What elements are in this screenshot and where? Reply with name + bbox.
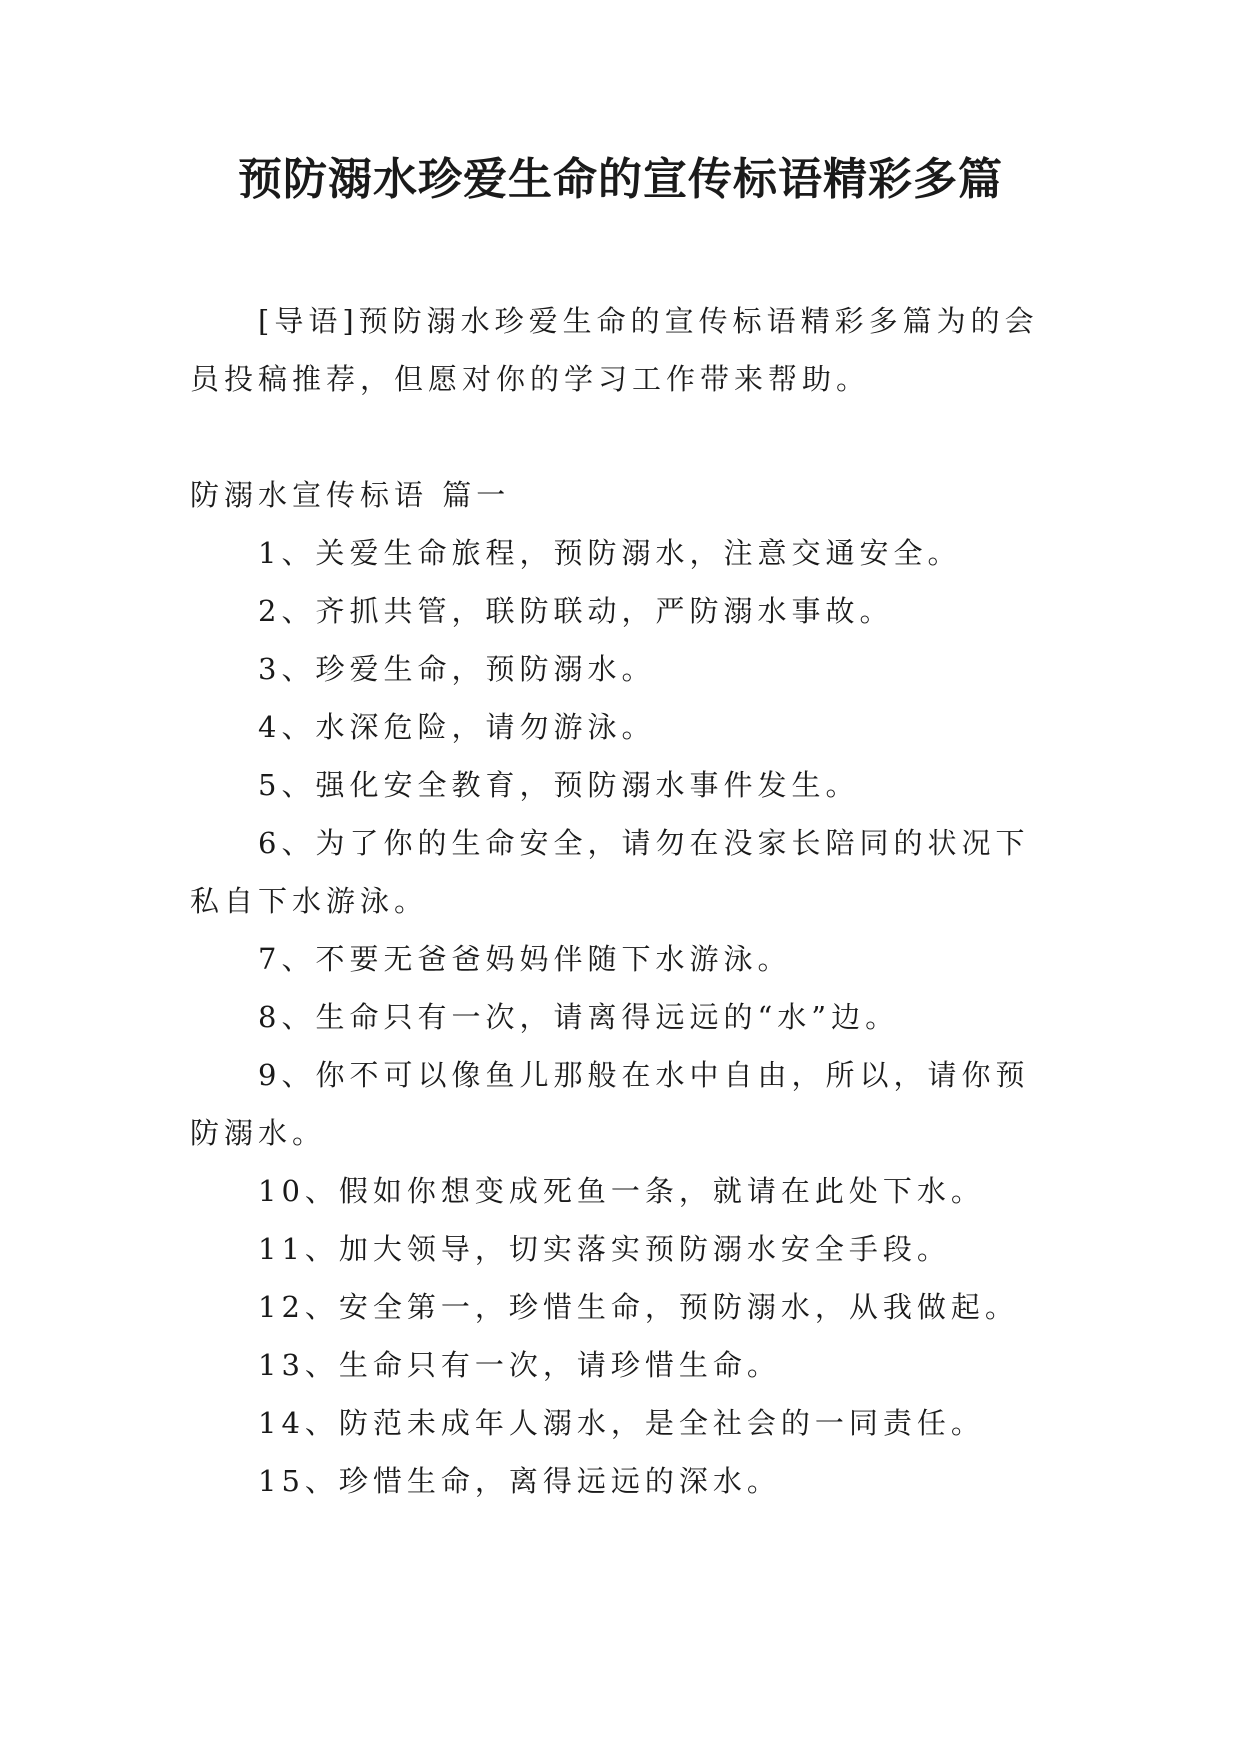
slogan-item: 5、强化安全教育，预防溺水事件发生。 bbox=[258, 768, 860, 802]
document-title: 预防溺水珍爱生命的宣传标语精彩多篇 bbox=[238, 154, 1003, 205]
slogan-item: 15、珍惜生命，离得远远的深水。 bbox=[258, 1464, 781, 1498]
slogan-item: 13、生命只有一次，请珍惜生命。 bbox=[258, 1348, 781, 1382]
slogan-item: 11、加大领导，切实落实预防溺水安全手段。 bbox=[258, 1232, 951, 1266]
slogan-item: 1、关爱生命旅程，预防溺水，注意交通安全。 bbox=[258, 536, 962, 570]
slogan-item: 12、安全第一，珍惜生命，预防溺水，从我做起。 bbox=[258, 1290, 1019, 1324]
slogan-item: 6、为了你的生命安全，请勿在没家长陪同的状况下私自下水游泳。 bbox=[190, 826, 1030, 918]
slogan-item: 10、假如你想变成死鱼一条，就请在此处下水。 bbox=[258, 1174, 985, 1208]
slogan-item: 3、珍爱生命，预防溺水。 bbox=[258, 652, 656, 686]
intro-paragraph: [导语]预防溺水珍爱生命的宣传标语精彩多篇为的会员投稿推荐，但愿对你的学习工作带来帮助。 bbox=[190, 304, 1039, 396]
paragraph-spacer bbox=[190, 408, 1052, 466]
slogan-item: 7、不要无爸爸妈妈伴随下水游泳。 bbox=[258, 942, 792, 976]
section-heading: 防溺水宣传标语 篇一 bbox=[190, 478, 511, 512]
slogan-item: 14、防范未成年人溺水，是全社会的一同责任。 bbox=[258, 1406, 985, 1440]
slogan-item: 4、水深危险，请勿游泳。 bbox=[258, 710, 656, 744]
document-body bbox=[190, 292, 1052, 1510]
slogan-item: 8、生命只有一次，请离得远远的“水”边。 bbox=[258, 1000, 900, 1034]
slogan-item: 9、你不可以像鱼儿那般在水中自由，所以，请你预防溺水。 bbox=[190, 1058, 1030, 1150]
slogan-item: 2、齐抓共管，联防联动，严防溺水事故。 bbox=[258, 594, 894, 628]
